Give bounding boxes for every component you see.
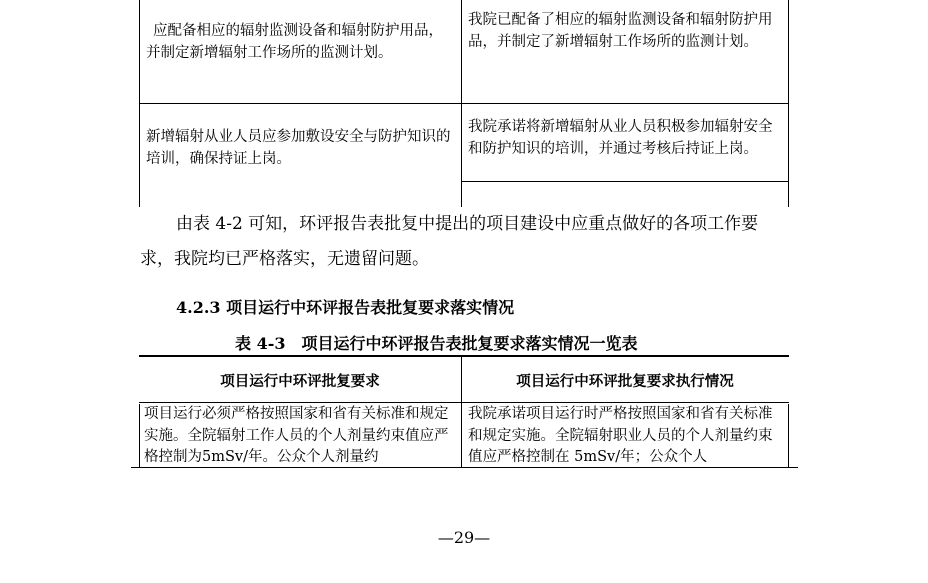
table-4-3-header-implementation: 项目运行中环评批复要求执行情况 [516, 373, 734, 390]
table-4-3-right-border [788, 404, 789, 468]
table-4-3-cut-rule [131, 467, 798, 468]
table-4-2-row-divider [139, 103, 789, 104]
table-4-3-row-1-implementation: 我院承诺项目运行时严格按照国家和省有关标准和规定实施。全院辐射职业人员的个人剂量约束值应严格控制在 5mSv/年；公众个人 [468, 406, 773, 465]
table-4-2-row-1-requirement: 应配备相应的辐射监测设备和辐射防护用品，并制定新增辐射工作场所的监测计划。 [146, 23, 443, 61]
table-4-3-row-1-requirement: 项目运行必须严格按照国家和省有关标准和规定实施。全院辐射工作人员的个人剂量约束值应严格控制为5mSv/年。公众个人剂量约 [144, 406, 449, 465]
table-4-2-row-divider [461, 181, 789, 182]
table-4-2-row-2-requirement: 新增辐射从业人员应参加敷设安全与防护知识的培训，确保持证上岗。 [146, 129, 451, 167]
page-number: —29— [437, 528, 491, 547]
table-4-2-row-1-implementation: 我院已配备了相应的辐射监测设备和辐射防护用品，并制定了新增辐射工作场所的监测计划。 [468, 12, 773, 50]
table-4-3-caption: 表 4-3 项目运行中环评报告表批复要求落实情况一览表 [235, 334, 638, 353]
table-4-3-row-1-requirement-clip [141, 404, 459, 467]
table-4-3-row-1-implementation-clip [463, 404, 786, 467]
section-heading: 4.2.3 项目运行中环评报告表批复要求落实情况 [176, 298, 515, 317]
table-4-3-top-rule [139, 355, 789, 357]
table-4-3-header-rule [139, 402, 789, 403]
table-4-3-header-requirement: 项目运行中环评批复要求 [220, 373, 380, 390]
table-4-2-row-2-implementation: 我院承诺将新增辐射从业人员积极参加辐射安全和防护知识的培训，并通过考核后持证上岗。 [468, 119, 773, 157]
summary-paragraph: 由表 4-2 可知，环评报告表批复中提出的项目建设中应重点做好的各项工作要求，我院均已严格落实，无遗留问题。 [140, 214, 759, 269]
